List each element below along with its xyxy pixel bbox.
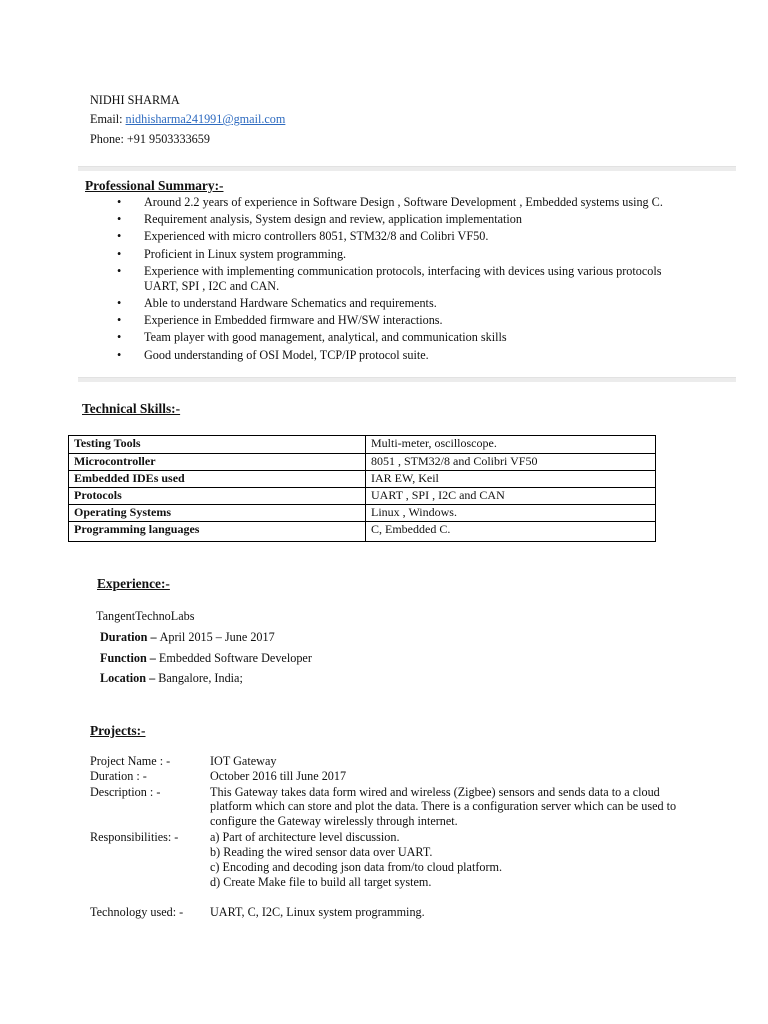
skill-value: IAR EW, Keil: [366, 471, 656, 488]
duration-label: Duration –: [100, 630, 160, 644]
responsibility-item: a) Part of architecture level discussion.: [210, 830, 400, 844]
list-item: • Experience in Embedded firmware and HW/SW interactions.: [117, 313, 443, 328]
summary-heading: Professional Summary:-: [85, 178, 224, 193]
phone-line: Phone: +91 9503333659: [90, 132, 210, 146]
location-label: Location –: [100, 671, 159, 685]
skill-value: C, Embedded C.: [366, 522, 656, 542]
skill-value: 8051 , STM32/8 and Colibri VF50: [366, 454, 656, 471]
project-description-line: This Gateway takes data form wired and wireless (Zigbee) sensors and sends data to a cloud: [210, 785, 660, 799]
section-divider: [78, 377, 736, 382]
summary-list: [117, 195, 663, 365]
function-value: Embedded Software Developer: [158, 651, 312, 665]
list-item: • Around 2.2 years of experience in Software Design , Software Development , Embedded systems using C.: [117, 195, 663, 209]
table-row: [69, 436, 656, 454]
responsibility-item: d) Create Make file to build all target system.: [210, 875, 432, 889]
list-item: • Requirement analysis, System design and review, application implementation: [117, 212, 522, 227]
responsibility-item: c) Encoding and decoding json data from/to cloud platform.: [210, 860, 503, 874]
table-row: [69, 471, 656, 488]
project-name: IOT Gateway: [210, 754, 277, 768]
email-line: [90, 112, 285, 127]
skill-value: Multi-meter, oscilloscope.: [366, 436, 656, 454]
project-duration: October 2016 till June 2017: [210, 769, 347, 783]
list-item: • Able to understand Hardware Schematics and requirements.: [117, 295, 437, 310]
company-name: TangentTechnoLabs: [96, 609, 195, 623]
skill-category: Microcontroller: [69, 454, 366, 471]
list-item: • Experience with implementing communication protocols, interfacing with devices using various protocols UART, SPI , I2C and CAN.: [117, 263, 662, 293]
candidate-name: NIDHI SHARMA: [90, 93, 180, 107]
skills-heading: Technical Skills:-: [82, 401, 181, 416]
location-value: Bangalore, India;: [158, 671, 243, 685]
skills-table: [68, 435, 656, 542]
section-divider: [78, 166, 736, 171]
skill-category: Programming languages: [69, 522, 366, 542]
table-row: [69, 522, 656, 542]
projects-heading: Projects:-: [90, 723, 146, 738]
project-description-label: Description : -: [90, 785, 161, 799]
duration-value: April 2015 – June 2017: [159, 630, 275, 644]
project-duration-label: Duration : -: [90, 769, 147, 783]
email-link[interactable]: nidhisharma241991@gmail.com: [125, 112, 286, 126]
technology-value: UART, C, I2C, Linux system programming.: [210, 905, 425, 919]
skill-category: Operating Systems: [69, 505, 366, 522]
technology-label: Technology used: -: [90, 905, 184, 919]
skill-category: Embedded IDEs used: [69, 471, 366, 488]
project-description-line: platform which can store and plot the data. There is a configuration server which can be used to: [210, 799, 677, 813]
skill-category: Testing Tools: [69, 436, 366, 454]
duration-line: [100, 630, 275, 645]
responsibilities-label: Responsibilities: -: [90, 830, 179, 844]
list-item: • Good understanding of OSI Model, TCP/IP protocol suite.: [117, 347, 429, 362]
project-description-line: configure the Gateway wirelessly through internet.: [210, 814, 458, 828]
table-row: [69, 488, 656, 505]
experience-heading: Experience:-: [97, 576, 170, 591]
function-line: [100, 651, 312, 666]
table-row: [69, 454, 656, 471]
list-item: • Team player with good management, analytical, and communication skills: [117, 330, 507, 345]
skill-value: UART , SPI , I2C and CAN: [366, 488, 656, 505]
table-row: [69, 505, 656, 522]
email-label: Email:: [90, 112, 126, 126]
list-item: • Proficient in Linux system programming.: [117, 246, 347, 261]
responsibility-item: b) Reading the wired sensor data over UART.: [210, 845, 433, 859]
skill-category: Protocols: [69, 488, 366, 505]
location-line: [100, 671, 243, 686]
list-item: • Experienced with micro controllers 8051, STM32/8 and Colibri VF50.: [117, 229, 489, 244]
function-label: Function –: [100, 651, 159, 665]
project-name-label: Project Name : -: [90, 754, 171, 768]
skill-value: Linux , Windows.: [366, 505, 656, 522]
